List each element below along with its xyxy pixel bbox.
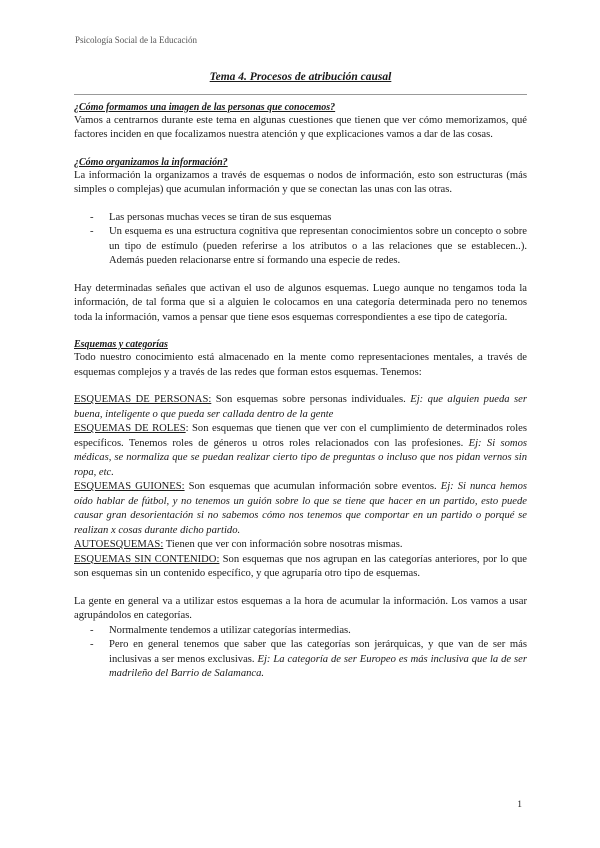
- schema-item-guiones: [74, 480, 527, 538]
- section-paragraph-2b: Hay determinadas señales que activan el uso de algunos esquemas. Luego aunque no tengamos toda la información, de tal forma que si a alguien le colocamos en una categoría determinada pero no tenemos toda la información, vamos a pensar que tiene esos esquemas correspondientes a ese tipo de categoría.: [74, 282, 527, 323]
- section-body-3: Todo nuestro conocimiento está almacenado en la mente como representaciones mentales, a través de esquemas complejos y a través de las redes que forman estos esquemas. Tenemos:: [74, 352, 527, 378]
- schema-term: ESQUEMAS DE PERSONAS:: [74, 394, 212, 405]
- list-item: - Las personas muchas veces se tiran de sus esquemas: [90, 211, 527, 226]
- schema-item-sin-contenido: [74, 553, 527, 582]
- schema-example: Ej: que alguien pueda ser buena, inteligente o que pueda ser callada dentro de la gente: [74, 394, 527, 420]
- list-item: - Normalmente tendemos a utilizar categorías intermedias.: [90, 624, 527, 639]
- closing-paragraph: La gente en general va a utilizar estos esquemas a la hora de acumular la información. Los vamos a usar agrupándolos en categorías.: [74, 595, 527, 621]
- schema-term: ESQUEMAS DE ROLES: [74, 423, 186, 434]
- section-heading-1: ¿Cómo formamos una imagen de las personas que conocemos?: [74, 101, 336, 113]
- document-title: Tema 4. Procesos de atribución causal: [209, 71, 392, 83]
- schema-text: Tienen que ver con información sobre nosotras mismas.: [163, 539, 403, 550]
- list-item: - Un esquema es una estructura cognitiva que representan conocimientos sobre un concepto o sobre un tipo de estímulo (pueden referirse a los atributos o a las relaciones que se establecen..). Además pueden relacionarse entre sí formando una especie de redes.: [90, 225, 527, 269]
- schema-term: ESQUEMAS GUIONES:: [74, 481, 185, 492]
- section-heading-2: ¿Cómo organizamos la información?: [74, 156, 228, 168]
- section-body-2: La información la organizamos a través de esquemas o nodos de información, esto son estructuras (más simples o complejas) que acumulan información y que se conectan las unas con las otras.: [74, 169, 527, 195]
- page-number: 1: [517, 800, 522, 810]
- list-item: - Pero en general tenemos que saber que las categorías son jerárquicas, y que van de ser más inclusivas a ser menos exclusivas. Ej: La categoría de ser Europeo es más inclusiva que la de ser madrileño del Barrio de Salamanca.: [90, 638, 527, 682]
- schema-item-roles: [74, 422, 527, 480]
- schema-term: ESQUEMAS SIN CONTENIDO:: [74, 553, 220, 565]
- schema-item-autoesquemas: [74, 538, 527, 553]
- title-divider: [74, 94, 527, 95]
- schema-item-personas: [74, 393, 527, 422]
- schema-example: Ej: Si nunca hemos oído hablar de fútbol, y no tenemos un guión sobre lo que se tiene que hacer en un partido, esto puede causar gran desorientación si no sabemos cómo nos tenemos que comportar en un partido o porqué se realizan x cosas durante dicho partido.: [74, 481, 527, 536]
- section-body-1: Vamos a centrarnos durante este tema en algunas cuestiones que tienen que ver cómo memorizamos, qué factores inciden en que focalizamos nuestra atención y que explicaciones vamos a dar de las cosas.: [74, 114, 527, 140]
- schema-text: Son esquemas que acumulan información sobre eventos.: [184, 481, 441, 492]
- schema-example: Ej: La categoría de ser Europeo es más inclusiva que la de ser madrileño del Barrio de Salamanca.: [109, 653, 527, 679]
- schema-text: Son esquemas que nos agrupan en las categorías anteriores, por lo que son esquemas sin un contenido específico, y que agruparía otro tipo de esquemas.: [74, 553, 527, 579]
- page-header: Psicología Social de la Educación: [75, 35, 197, 45]
- schema-example: Ej: Si somos médicas, se normaliza que se puedan realizar cierto tipo de preguntas o incluso que nos pidan vernos sin ropa, etc.: [74, 437, 527, 478]
- schema-term: AUTOESQUEMAS:: [74, 539, 164, 550]
- schema-text: Son esquemas sobre personas individuales.: [211, 394, 411, 405]
- document-body: [74, 70, 527, 682]
- section-heading-3: Esquemas y categorías: [74, 339, 168, 350]
- bullet-list-2: [74, 624, 527, 682]
- bullet-list-1: [74, 211, 527, 269]
- schema-text: : Son esquemas que tienen que ver con el cumplimiento de determinados roles específicos. Tenemos roles de géneros u otros roles relacionados con las profesiones.: [74, 423, 527, 449]
